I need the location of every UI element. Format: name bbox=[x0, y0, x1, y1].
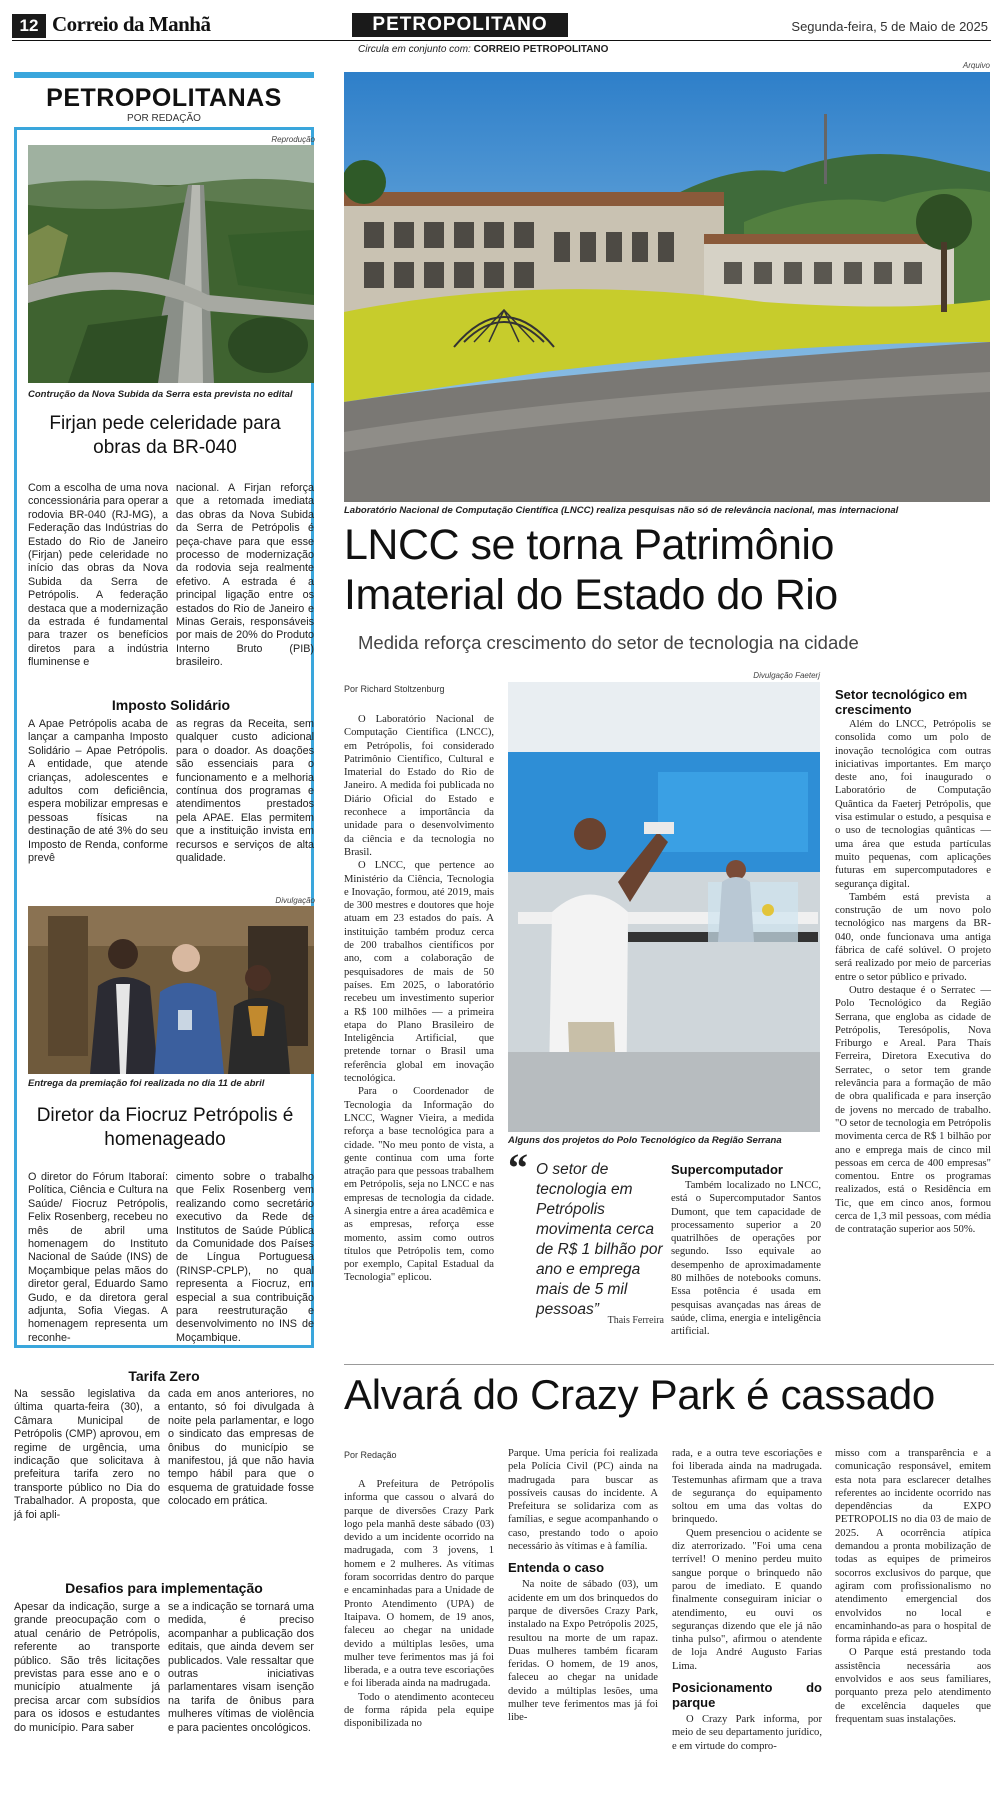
crazy-col3 bbox=[672, 1447, 822, 1753]
paragraph: O Laboratório Nacional de Computação Científica (LNCC), em Petrópolis, foi considerado Patrimônio Científico, Cultural e Imaterial do Estado do Rio de Janeiro. A medida foi publicada no Diário Oficial do Estado e reconhece a importância da unidade para o desenvolvimento da ciência e da tecnologia no Brasil. bbox=[344, 714, 494, 858]
paragraph: Na noite de sábado (03), um acidente em um dos brinquedos do parque de diversões Crazy Park, instalado na Expo Petrópolis 2025, resultou na morte de um rapaz. Duas mulheres também ficaram feridas. O homem, de 19 anos, faleceu ao chegar na unidade devido a múltiplas lesões, uma mulher teve ferimentos mas já foi libe- bbox=[508, 1579, 658, 1724]
header-rule bbox=[12, 40, 991, 41]
paragraph: Outro destaque é o Serratec — Polo Tecnológico da Região Serrana, que engloba as cidade de Petrópolis, Teresópolis, Nova Friburgo e Areal. Para Thaís Ferreira, Diretora Executiva do Serratec, o setor tem grande relevância para a formação de mão de obra qualificada e para inserção de jovens no mercado de trabalho. "O setor de tecnologia em Petrópolis movimenta cerca de R$ 1 bilhão por ano e emprega mais de cinco mil pessoas em cerca de 400 empresas" comentou. Entre os programas realizados, está o Residência em Tic, que em cinco anos, formou cerca de 1,3 mil pessoas, com média de contratação superior aos 50%. bbox=[835, 984, 991, 1236]
super-body bbox=[671, 1179, 821, 1339]
newspaper-masthead[interactable]: Correio da Manhã bbox=[52, 12, 211, 36]
paragraph: A Prefeitura de Petrópolis informa que cassou o alvará do parque de diversões Crazy Park logo pela manhã deste sábado (03) devido a um incidente ocorrido na madrugada, com 3 jovens, 1 homem e 2 mulheres. As vítimas foram socorridas dentro do parque e encaminhadas para a Unidade de Pronto Atendimento (UPA) de Itaipava. O homem, de 19 anos, faleceu ao chegar na unidade devido a múltiplas lesões, uma mulher teve ferimentos mas já foi liberada, e a outra teve escoriações e foi liberada ainda na madrugada. bbox=[344, 1479, 494, 1690]
section-heading: Setor tecnológico em crescimento bbox=[835, 687, 968, 717]
paragraph: misso com a transparência e a comunicação responsável, emitem esta nota para esclarecer detalhes referentes ao incidente ocorrido nas dependências da EXPO PETROPOLIS no dia 03 de maio de 2025. A ocorrência atípica demandou a pronta mobilização de todas as equipes de primeiros socorros exclusivos do parque, que agiram com profissionalismo no atendimento emergencial dos envolvidos no local e encaminhando-as para o hospital de forma rápida e eficaz. bbox=[835, 1448, 991, 1646]
paragraph: rada, e a outra teve escoriações e foi liberada ainda na madrugada. Testemunhas afirmam que a trava de segurança do equipamento soltou em uma das voltas do brinquedo. bbox=[672, 1448, 822, 1526]
lead-byline: Por Richard Stoltzenburg bbox=[344, 684, 445, 694]
photo-caption: Contrução da Nova Subida da Serra esta prevista no edital bbox=[28, 389, 293, 400]
lead-col1 bbox=[344, 713, 494, 1285]
article-headline[interactable]: Firjan pede celeridade para obras da BR-040 bbox=[49, 413, 281, 458]
article-body-col: O diretor do Fórum Itaboraí: Política, Ciência e Cultura na Saúde/ Fiocruz Petrópolis, Felix Rosenberg, recebeu no mês de abril uma homenagem do Instituto Nacional de Saúde (INS) de Moçambique pelas mãos do diretor geral, Eduardo Samo Gudo, e da diretora geral adjunta, Sofia Viegas. A homenagem representa um reconhe- bbox=[28, 1171, 168, 1344]
highway-photo bbox=[28, 145, 314, 383]
photo-caption: Laboratório Nacional de Computação Científica (LNCC) realiza pesquisas não só de relevância nacional, mas internacional bbox=[344, 505, 899, 516]
paragraph: Quem presenciou o acidente se diz aterrorizado. "Foi uma cena terrível! O menino perdeu muito sangue porque o brinquedo não parou de imediato. E quando finalmente conseguiram iniciar o atendimento, eu ouvi os seguranças dizendo que ele já não tinha pulso", afirmou o atendente de loja André Augusto Farias Lima. bbox=[672, 1527, 822, 1672]
section-heading: Posicionamento do parque bbox=[672, 1680, 822, 1711]
pull-quote: O setor de tecnologia em Petrópolis movimenta cerca de R$ 1 bilhão por ano e emprega mais de 5 mil pessoas” bbox=[536, 1161, 663, 1318]
paragraph: O LNCC, que pertence ao Ministério da Ciência, Tecnologia e Inovação, formou, até 2019, mais de 300 mestres e doutores que hoje atuam em 23 estados do país. A instituição também produz cerca de 200 trabalhos científicos por ano, com a colaboração de pesquisadores de mais de 50 países. Em 2025, o laboratório recebeu um investimento superior a R$ 100 milhões — a primeira etapa do Plano Brasileiro de Inteligência Artificial, que pretende tornar o Brasil uma referência global em inovação tecnológica. bbox=[344, 860, 494, 1085]
tech-lab-photo bbox=[508, 682, 820, 1132]
award-photo bbox=[28, 906, 314, 1074]
paragraph: Além do LNCC, Petrópolis se consolida como um polo de inovação tecnológica com outras iniciativas importantes. Em março deste ano, foi inaugurado o Laboratório de Computação Quântica da Faeterj Petrópolis, que visa estimular o estudo, a pesquisa e o uso de tecnologias quânticas — uma área que estuda partículas muito pequenas, com aplicações futuras em supercomputadores e segurança digital. bbox=[835, 719, 991, 890]
subsection-title: Tarifa Zero bbox=[128, 1368, 200, 1384]
subsection-title: Imposto Solidário bbox=[111, 697, 231, 713]
paragraph: Também localizado no LNCC, está o Supercomputador Santos Dumont, que tem capacidade de processamento superior a 20 quatrilhões de operações por segundo. Isso equivale ao desempenho de aproximadamente 80 milhões de notebooks comuns. Essa potência é usada em pesquisas avançadas nas áreas de saúde, clima, energia e inteligência artificial. bbox=[671, 1180, 821, 1338]
photo-credit: Arquivo bbox=[962, 61, 990, 70]
article-body-col: se a indicação se tornará uma medida, é preciso acompanhar a publicação dos editais, que ainda devem ser publicados. Vale ressaltar que outras iniciativas parlamentares visam isenção na tarifa de ônibus para mulheres vítimas de violência e para pacientes oncológicos. bbox=[168, 1601, 314, 1734]
article-body-col: cada em anos anteriores, no entanto, só foi divulgada à noite pela parlamentar, e logo o sindicato das empresas de ônibus do município se manifestou, já que não havia tempo hábil para que o esquema de gratuidade fosse colocado em prática. bbox=[168, 1388, 314, 1508]
article-body-col: as regras da Receita, sem qualquer custo adicional para o doador. As doações são essenciais para o funcionamento e a melhoria contínua dos programas e atendimentos prestados pela APAE. Elas permitem que a instituição invista em recursos e serviços de alta qualidade. bbox=[176, 718, 314, 865]
page-number: 12 bbox=[12, 14, 46, 38]
quote-author: Thais Ferreira bbox=[607, 1315, 664, 1326]
lead-subheadline: Medida reforça crescimento do setor de tecnologia na cidade bbox=[358, 632, 859, 653]
section-divider bbox=[344, 1364, 994, 1365]
paragraph: O Parque está prestando toda assistência necessária aos envolvidos e aos seus familiares, porquanto preza pelo atendimento de excelência daqueles que frequentam suas instalações. bbox=[835, 1647, 991, 1725]
lead-headline[interactable]: LNCC se torna Patrimônio Imaterial do Estado do Rio bbox=[344, 521, 838, 619]
paragraph: Também está prevista a construção de um novo polo tecnológico nas margens da BR-040, onde funcionava uma antiga fábrica de café solúvel. O projeto será realizado por meio de parcerias entre o setor público e privado. bbox=[835, 891, 991, 983]
setor-body bbox=[835, 718, 991, 1237]
photo-caption: Alguns dos projetos do Polo Tecnológico da Região Serrana bbox=[508, 1135, 782, 1146]
section-heading: Entenda o caso bbox=[508, 1560, 605, 1576]
article-body-col: A Apae Petrópolis acaba de lançar a campanha Imposto Solidário – Apae Petrópolis. A entidade, que atende crianças, adolescentes e adultos com deficiência, espera mobilizar empresas e pessoas físicas na destinação de até 3% do seu Imposto de Renda, conforme prevê bbox=[28, 718, 168, 865]
crazy-col1 bbox=[344, 1478, 494, 1731]
article-body-col: Na sessão legislativa da última quarta-feira (30), a Câmara Municipal de Petrópolis (CMP) aprovou, em regime de urgência, uma indicação que solicitava à prefeitura tarifa zero no transporte público no Dia do Trabalhador. A proposta, que já foi apli- bbox=[14, 1388, 160, 1521]
photo-caption: Entrega da premiação foi realizada no dia 11 de abril bbox=[28, 1078, 265, 1089]
paragraph: Todo o atendimento aconteceu de forma rápida pela equipe disponibilizada no bbox=[344, 1691, 494, 1730]
article-body-col: nacional. A Firjan reforça que a retomada imediata das obras da Nova Subida da Serra de Petrópolis é peça-chave para que esse processo de modernização da rodovia seja realmente efetivo. A estrada é a principal ligação entre os estados do Rio de Janeiro e Minas Gerais, responsáveis por mais de 20% do Produto Interno Bruto (PIB) brasileiro. bbox=[176, 482, 314, 669]
photo-credit: Divulgação bbox=[275, 896, 315, 905]
photo-credit: Divulgação Faeterj bbox=[753, 671, 820, 680]
sidebar-byline: POR REDAÇÃO bbox=[127, 113, 201, 124]
section-label[interactable]: PETROPOLITANO bbox=[352, 13, 568, 37]
article-body-col: Apesar da indicação, surge a grande preocupação com o atual cenário de Petrópolis, referente ao transporte público. São três licitações previstas para esse ano e o município atualmente já precisa arcar com subsídios para os idosos e estudantes do município. Para saber bbox=[14, 1601, 160, 1734]
subsection-title: Desafios para implementação bbox=[65, 1580, 263, 1596]
quote-mark-icon: “ bbox=[508, 1145, 528, 1190]
paragraph: Parque. Uma perícia foi realizada pela Polícia Civil (PC) ainda na madrugada para buscar as possíveis causas do incidente. A Prefeitura se solidariza com as famílias, e segue acompanhando o caso, prestando todo o apoio necessário às vítimas e à família. bbox=[508, 1448, 658, 1553]
crazy-byline: Por Redação bbox=[344, 1450, 397, 1460]
photo-credit: Reprodução bbox=[271, 135, 315, 144]
lncc-photo bbox=[344, 72, 990, 502]
crazy-col2 bbox=[508, 1447, 658, 1725]
sidebar-title: PETROPOLITANAS bbox=[46, 84, 282, 112]
article-body-col: cimento sobre o trabalho que Felix Rosenberg vem realizando como secretário executivo da Rede de Institutos de Saúde Pública da Comunidade dos Países de Língua Portuguesa (RINSP-CPLP), no qual representa a Fiocruz, em especial a sua contribuição para reestruturação e desenvolvimento no INS de Moçambique. bbox=[176, 1171, 314, 1344]
crazy-col4 bbox=[835, 1447, 991, 1726]
sidebar-top-bar bbox=[14, 72, 314, 78]
paragraph: Para o Coordenador de Tecnologia da Informação do LNCC, Wagner Vieira, a medida reforça a base tecnológica para a cidade. "No meu ponto de vista, a gente continua com uma forte atração para que pessoas trabalhem em Petrópolis, seja no LNCC e nas empresas de tecnologia da cidade. A sinergia entre a área acadêmica e as empresas, reforça esse momento, assim como outros títulos que Petrópolis tem, como por exemplo, Capital Estadual da Tecnologia" eplicou. bbox=[344, 1086, 494, 1284]
section-heading: Supercomputador bbox=[671, 1162, 783, 1177]
paragraph: O Crazy Park informa, por meio de seu departamento jurídico, e em virtude do compro- bbox=[672, 1714, 822, 1752]
circulation-note: Circula em conjunto com: CORREIO PETROPOLITANO bbox=[358, 44, 609, 55]
crazy-headline[interactable]: Alvará do Crazy Park é cassado bbox=[344, 1371, 935, 1418]
edition-date: Segunda-feira, 5 de Maio de 2025 bbox=[791, 19, 988, 34]
article-headline[interactable]: Diretor da Fiocruz Petrópolis é homenageado bbox=[36, 1105, 294, 1150]
article-body-col: Com a escolha de uma nova concessionária para operar a rodovia BR-040 (RJ-MG), a Federação das Indústrias do Estado do Rio de Janeiro (Firjan) pede celeridade no início das obras da Nova Subida da Serra de Petrópolis. A federação destaca que a modernização da estrada é fundamental para trazer os benefícios diretos para a indústria fluminense e bbox=[28, 482, 168, 669]
